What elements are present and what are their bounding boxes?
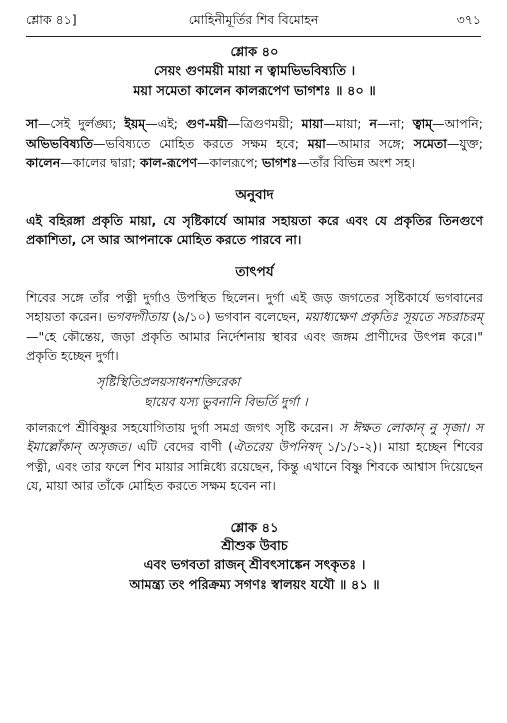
- purport-sanskrit-quote: স ঈক্ষত লোকান্ নু সৃজা।: [338, 419, 470, 435]
- synonym-word: ত্বাম্: [412, 116, 433, 131]
- synonym-meaning: —মায়া;: [323, 116, 370, 131]
- synonym-meaning: —ভবিষ্যতে মোহিত করতে সক্ষম হবে;: [93, 135, 308, 151]
- synonym-word: ইয়ম্: [124, 116, 146, 131]
- purport-text: এটি বেদের বাণী (: [130, 439, 234, 454]
- header-verse-ref: শ্লোক ৪১]: [26, 12, 77, 27]
- synonym-word: ন: [369, 116, 377, 131]
- purport-quote-line-2: ছায়েব যস্য ভুবনানি বিভর্তি দুর্গা ।: [144, 393, 308, 409]
- verse-41-line-1: এবং ভগবতা রাজন্ শ্রীবৎসাঙ্কেন সৎকৃতঃ ।: [143, 557, 366, 573]
- purport-heading: তাৎপর্য: [235, 263, 274, 280]
- synonym-word: কালেন: [26, 155, 61, 170]
- synonyms-paragraph: [26, 114, 483, 173]
- synonym-meaning: —কালের দ্বারা;: [60, 155, 140, 170]
- synonym-meaning: —এই;: [145, 116, 186, 131]
- verse-40-title: শ্লোক ৪০: [230, 45, 279, 60]
- purport-text: ১/১/১-২)। মায়া হচ্ছেন শিবের পত্নী, এবং তার ফলে শিব মায়ার সান্নিধ্যে রয়েছেন, কিন্তু এখানে বিষ্ণু শিবকে আশ্বাস দিয়েছেন যে, মায়া আর তাঁকে মোহিত করতে সক্ষম হবেন না।: [26, 439, 483, 493]
- synonym-word: সা: [26, 116, 38, 131]
- purport-text: কালরূপে শ্রীবিষ্ণুর সহযোগিতায় দুর্গা সমগ্র জগৎ সৃষ্টি করেন।: [26, 419, 339, 435]
- purport-sanskrit-quote: ময়াধ্যক্ষেণ প্রকৃতিঃ সূয়তে সচরাচরম্: [304, 309, 483, 324]
- synonym-word: মায়া: [301, 116, 324, 131]
- purport-text: শিবের সঙ্গে তাঁর পত্নী দুর্গাও উপস্থিত ছিলেন। দুর্গা এই জড় জগতের সৃষ্টিকার্যে ভগবানের সহায়তা করেন।: [26, 289, 483, 324]
- purport-paragraph-1: [26, 288, 483, 366]
- synonym-meaning: —কালরূপে;: [197, 155, 262, 170]
- verse-40-line-2: ময়া সমেতা কালেন কালরূপেণ ভাগশঃ ॥ ৪০ ॥: [133, 84, 376, 99]
- synonym-meaning: —তাঁর বিভিন্ন অংশ সহ।: [297, 155, 415, 170]
- synonym-meaning: —সেই দুর্লঙ্ঘ্য;: [37, 116, 125, 131]
- verse-41-line-2: আমন্ত্র্য তং পরিক্রম্য সগণঃ স্বালয়ং যযৌ ॥ ৪১ ॥: [129, 577, 380, 593]
- synonym-meaning: —আপনি;: [432, 116, 483, 131]
- synonym-meaning: —আমার সঙ্গে;: [325, 135, 414, 151]
- purport-paragraph-2: [26, 418, 483, 496]
- purport-scripture-name: ঐতরেয় উপনিষদ্: [233, 439, 321, 454]
- purport-text: —"হে কৌন্তেয়, জড়া প্রকৃতি আমার নির্দেশনায় স্থাবর এবং জঙ্গম প্রাণীদের উৎপন্ন করে।" প্রকৃতি হচ্ছেন দুর্গা।: [26, 328, 483, 363]
- header-chapter-title: মোহিনীমূর্তির শিব বিমোহন: [188, 12, 319, 27]
- page-header: [26, 12, 481, 32]
- purport-text: (৯/১০) ভগবান বলেছেন,: [167, 309, 305, 324]
- verse-41-speaker: শ্রীশুক উবাচ: [221, 538, 288, 554]
- purport-sanskrit-quote: স ইমাল্লোঁকান্ অসৃজত।: [26, 419, 483, 454]
- page-content: [26, 44, 483, 596]
- header-divider: [26, 36, 481, 37]
- synonym-meaning: —না;: [376, 116, 413, 131]
- synonym-word: ভাগশঃ: [262, 155, 298, 170]
- synonym-word: গুণ-ময়ী: [185, 116, 228, 131]
- purport-scripture-name: ভগবদ্গীতায়: [106, 309, 168, 324]
- verse-40-line-1: সেয়ং গুণময়ী মায়া ন ত্বামভিভবিষ্যতি ।: [153, 64, 356, 79]
- synonym-meaning: —যুক্ত;: [446, 135, 483, 151]
- header-page-number: ৩৭১: [456, 12, 481, 27]
- synonym-word: ময়া: [307, 135, 326, 151]
- verse-41-title: শ্লোক ৪১: [230, 520, 279, 536]
- synonym-word: সমেতা: [413, 135, 447, 151]
- synonym-word: কাল-রূপেণ: [139, 155, 198, 170]
- translation-heading: অনুবাদ: [235, 186, 274, 203]
- synonym-meaning: —ত্রিগুণময়ী;: [227, 116, 302, 131]
- translation-text: এই বহিরঙ্গা প্রকৃতি মায়া, যে সৃষ্টিকার্যে আমার সহায়তা করে এবং যে প্রকৃতির তিনগুণে প্রকাশিতা, সে আর আপনাকে মোহিত করতে পারবে না।: [26, 212, 483, 247]
- synonym-word: অভিভবিষ্যতি: [26, 135, 94, 151]
- purport-quote-line-1: সৃষ্টিস্থিতিপ্রলয়সাধনশক্তিরেকা: [96, 373, 240, 389]
